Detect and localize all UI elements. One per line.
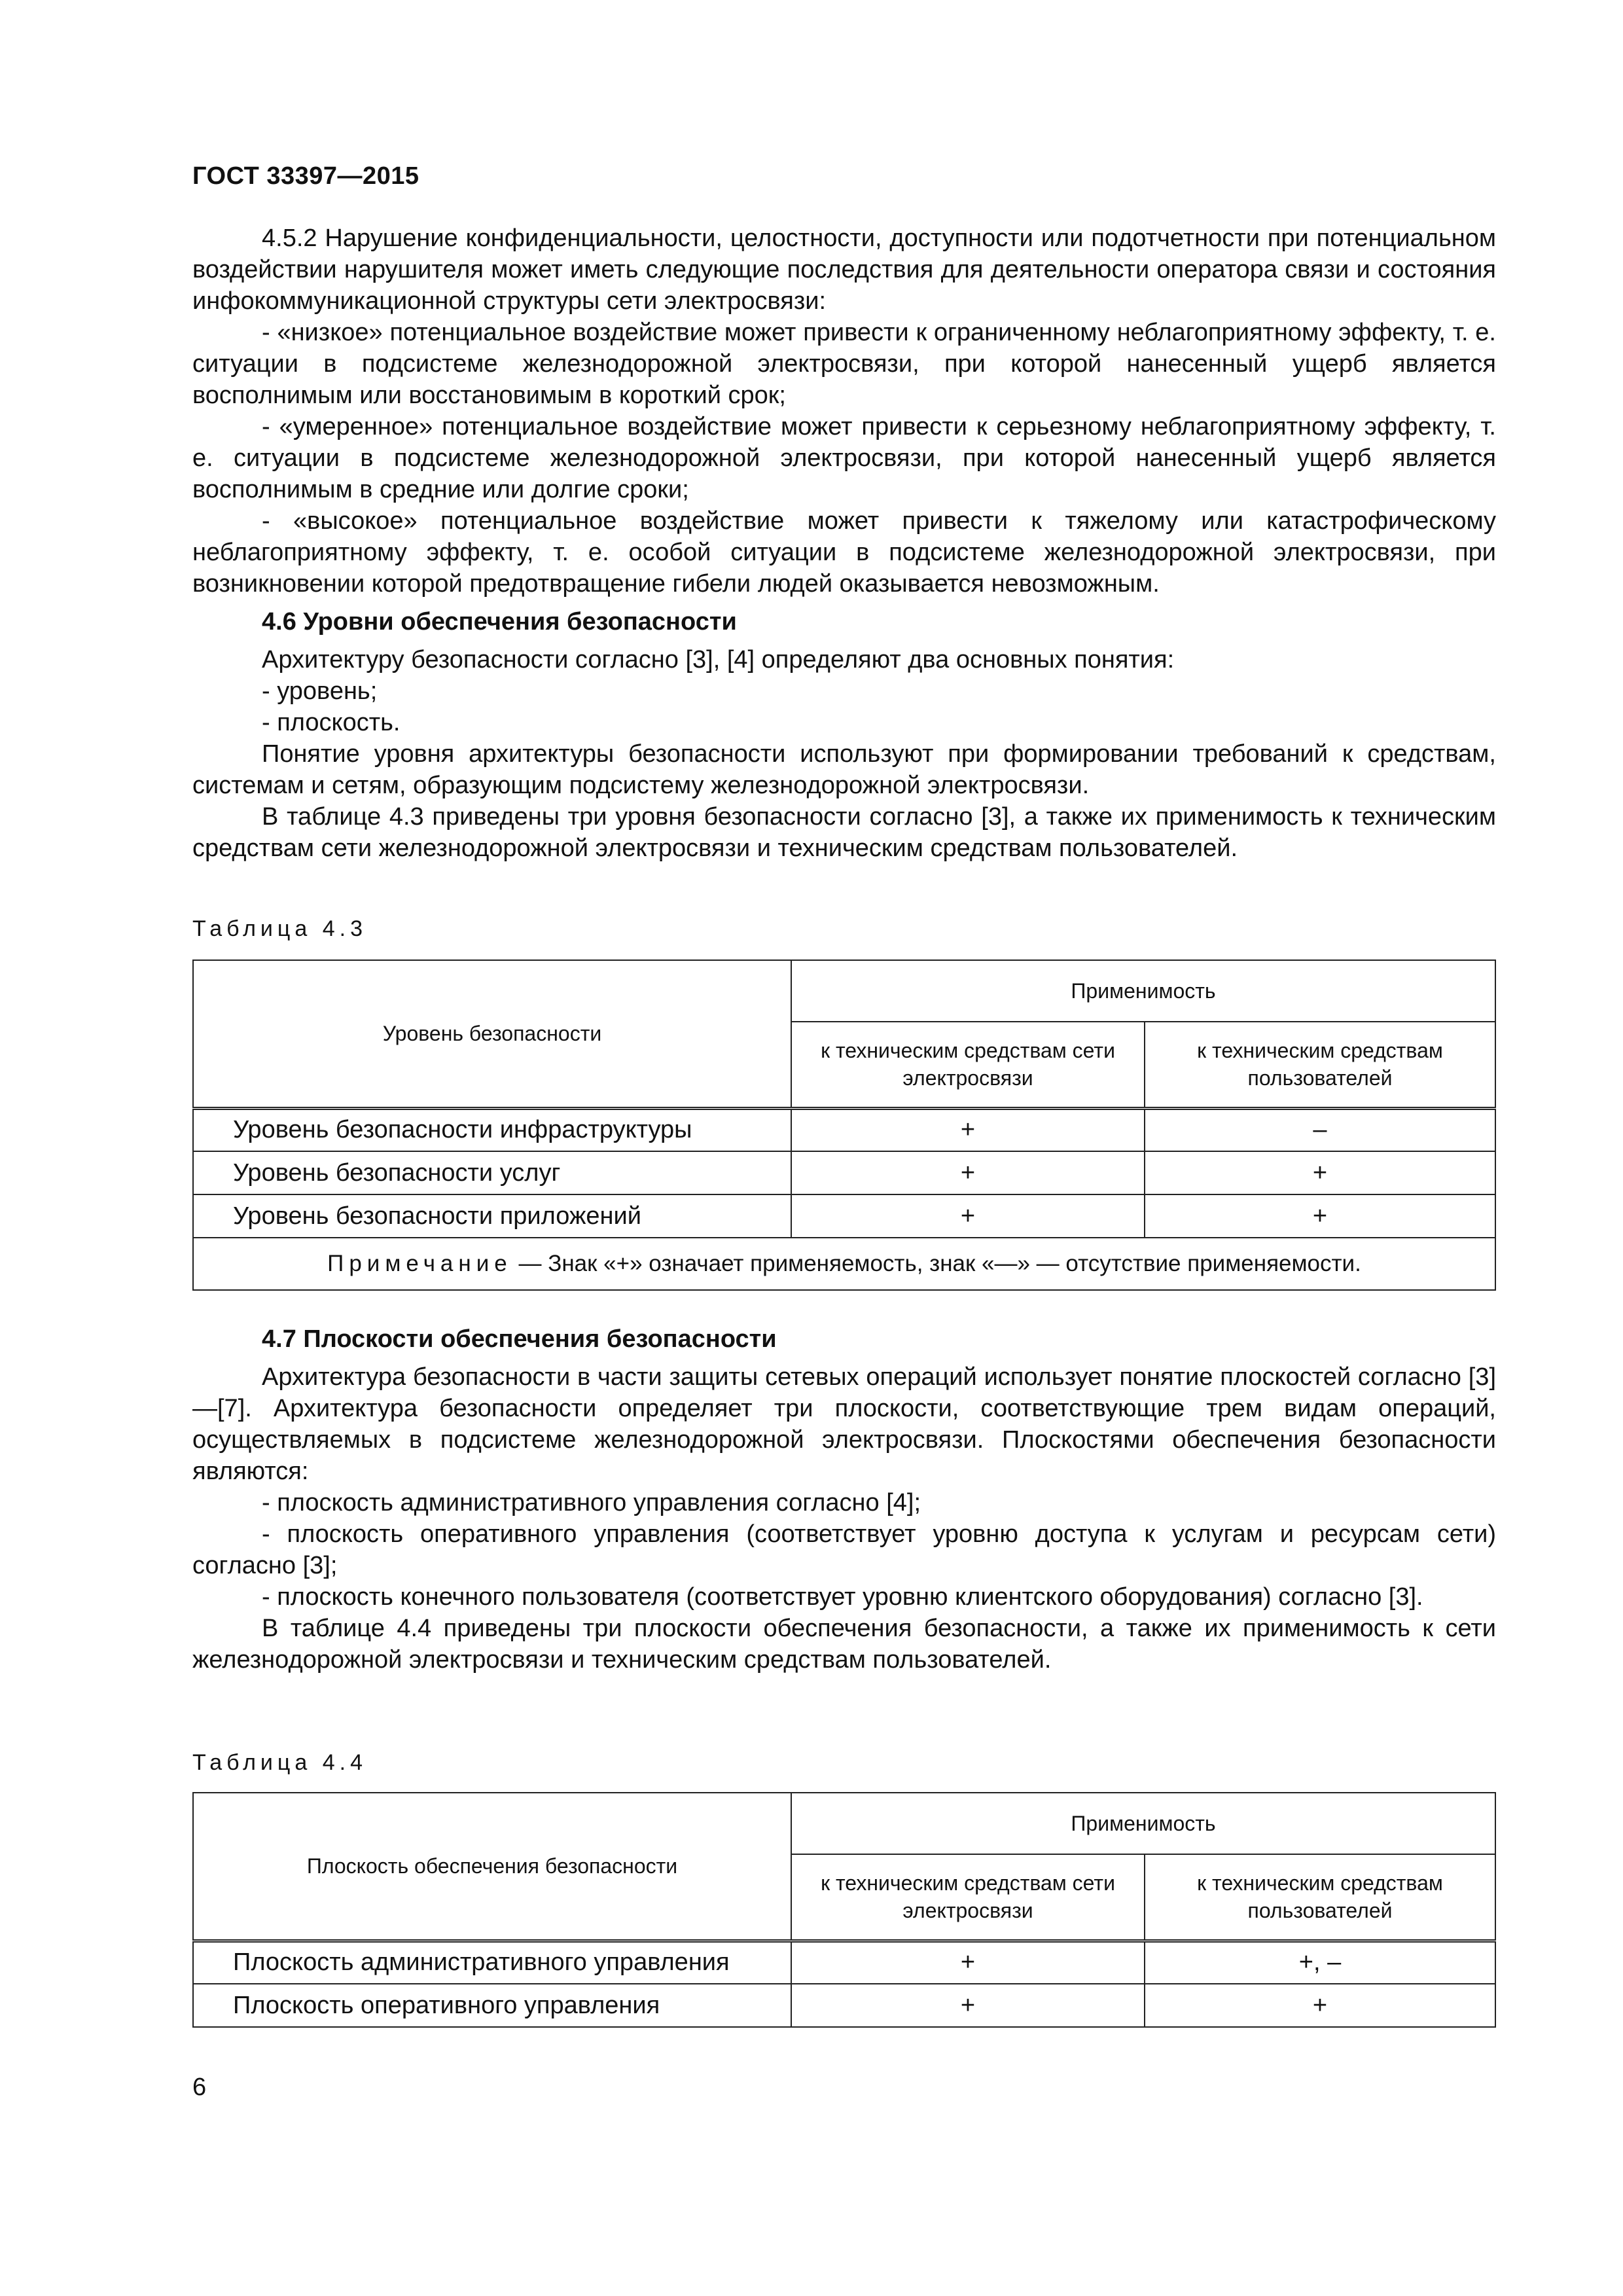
section-heading: 4.6 Уровни обеспечения безопасности: [262, 608, 737, 636]
table-4-3: [192, 960, 1496, 1291]
table-row: [193, 1984, 1495, 2027]
table-cell: +, –: [1145, 1941, 1495, 1984]
note-label: Примечание: [327, 1251, 512, 1276]
table-cell: Уровень безопасности приложений: [193, 1194, 791, 1238]
table-cell: +: [791, 1941, 1145, 1984]
list-item: - плоскость оперативного управления (соответствует уровню доступа к услугам и ресурсам сети) согласно [3];: [192, 1520, 1496, 1579]
table-cell: +: [791, 1984, 1145, 2027]
table-cell: Плоскость административного управления: [193, 1941, 791, 1984]
column-header: к техническим средствам сети электросвязи: [791, 1854, 1145, 1941]
list-item: - уровень;: [262, 677, 378, 705]
table-caption: Таблица 4.4: [192, 1750, 368, 1775]
table-4-4: [192, 1792, 1496, 2028]
section-4-7: [192, 1317, 1496, 1676]
page-number: 6: [192, 2073, 207, 2101]
column-header: Плоскость обеспечения безопасности: [193, 1793, 791, 1941]
list-item: - плоскость административного управления согласно [4];: [262, 1489, 921, 1516]
list-item: - «умеренное» потенциальное воздействие может привести к серьезному неблагоприятному эффекту, т. е. ситуации в подсистеме железнодорожной электросвязи, при которой нанесенный ущерб является восполнимым в средние или долгие сроки;: [192, 413, 1496, 503]
table-cell: –: [1145, 1108, 1495, 1151]
table-cell: +: [791, 1108, 1145, 1151]
paragraph: Понятие уровня архитектуры безопасности используют при формировании требований к средствам, системам и сетям, образующим подсистему железнодорожной электросвязи.: [192, 740, 1496, 799]
table-cell: +: [791, 1194, 1145, 1238]
table-cell: +: [1145, 1151, 1495, 1194]
table-row: [193, 1194, 1495, 1238]
column-header: к техническим средствам пользователей: [1145, 1022, 1495, 1108]
table-caption: Таблица 4.3: [192, 916, 368, 941]
list-item: - плоскость.: [262, 709, 401, 736]
paragraph: Архитектуру безопасности согласно [3], [4] определяют два основных понятия:: [262, 646, 1175, 673]
table-cell: +: [791, 1151, 1145, 1194]
table-cell: Уровень безопасности услуг: [193, 1151, 791, 1194]
table-cell: +: [1145, 1984, 1495, 2027]
column-header: к техническим средствам пользователей: [1145, 1854, 1495, 1941]
section-4-5-2: [192, 223, 1496, 864]
paragraph: Архитектура безопасности в части защиты сетевых операций использует понятие плоскостей согласно [3]—[7]. Архитектура безопасности определяет три плоскости, соответствующие трем видам операций, осуществляемых в подсистеме железнодорожной электросвязи. Плоскостями обеспечения безопасности являются:: [192, 1363, 1496, 1485]
table-row: [193, 1151, 1495, 1194]
paragraph: В таблице 4.4 приведены три плоскости обеспечения безопасности, а также их применимость к сети железнодорожной электросвязи и техническим средствам пользователей.: [192, 1615, 1496, 1674]
table-cell: +: [1145, 1194, 1495, 1238]
column-group-header: Применимость: [791, 1793, 1495, 1854]
table-cell: Уровень безопасности инфраструктуры: [193, 1108, 791, 1151]
note-text: — Знак «+» означает применяемость, знак «—» — отсутствие применяемости.: [512, 1251, 1361, 1276]
table-cell: Плоскость оперативного управления: [193, 1984, 791, 2027]
table-row: [193, 1108, 1495, 1151]
section-heading: 4.7 Плоскости обеспечения безопасности: [262, 1325, 777, 1353]
document-header: ГОСТ 33397—2015: [192, 162, 419, 190]
table-note: [193, 1238, 1495, 1290]
column-header: к техническим средствам сети электросвязи: [791, 1022, 1145, 1108]
list-item: - «высокое» потенциальное воздействие может привести к тяжелому или катастрофическому неблагоприятному эффекту, т. е. особой ситуации в подсистеме железнодорожной электросвязи, при возникновении которой предотвращение гибели людей оказывается невозможным.: [192, 507, 1496, 598]
list-item: - «низкое» потенциальное воздействие может привести к ограниченному неблагоприятному эффекту, т. е. ситуации в подсистеме железнодорожной электросвязи, при которой нанесенный ущерб является восполнимым или восстановимым в короткий срок;: [192, 319, 1496, 409]
paragraph: 4.5.2 Нарушение конфиденциальности, целостности, доступности или подотчетности при потенциальном воздействии нарушителя может иметь следующие последствия для деятельности оператора связи и состояния инфокоммуникационной структуры сети электросвязи:: [192, 224, 1496, 315]
paragraph: В таблице 4.3 приведены три уровня безопасности согласно [3], а также их применимость к техническим средствам сети железнодорожной электросвязи и техническим средствам пользователей.: [192, 803, 1496, 862]
column-group-header: Применимость: [791, 960, 1495, 1022]
list-item: - плоскость конечного пользователя (соответствует уровню клиентского оборудования) согласно [3].: [262, 1583, 1423, 1611]
table-row: [193, 1941, 1495, 1984]
column-header: Уровень безопасности: [193, 960, 791, 1108]
